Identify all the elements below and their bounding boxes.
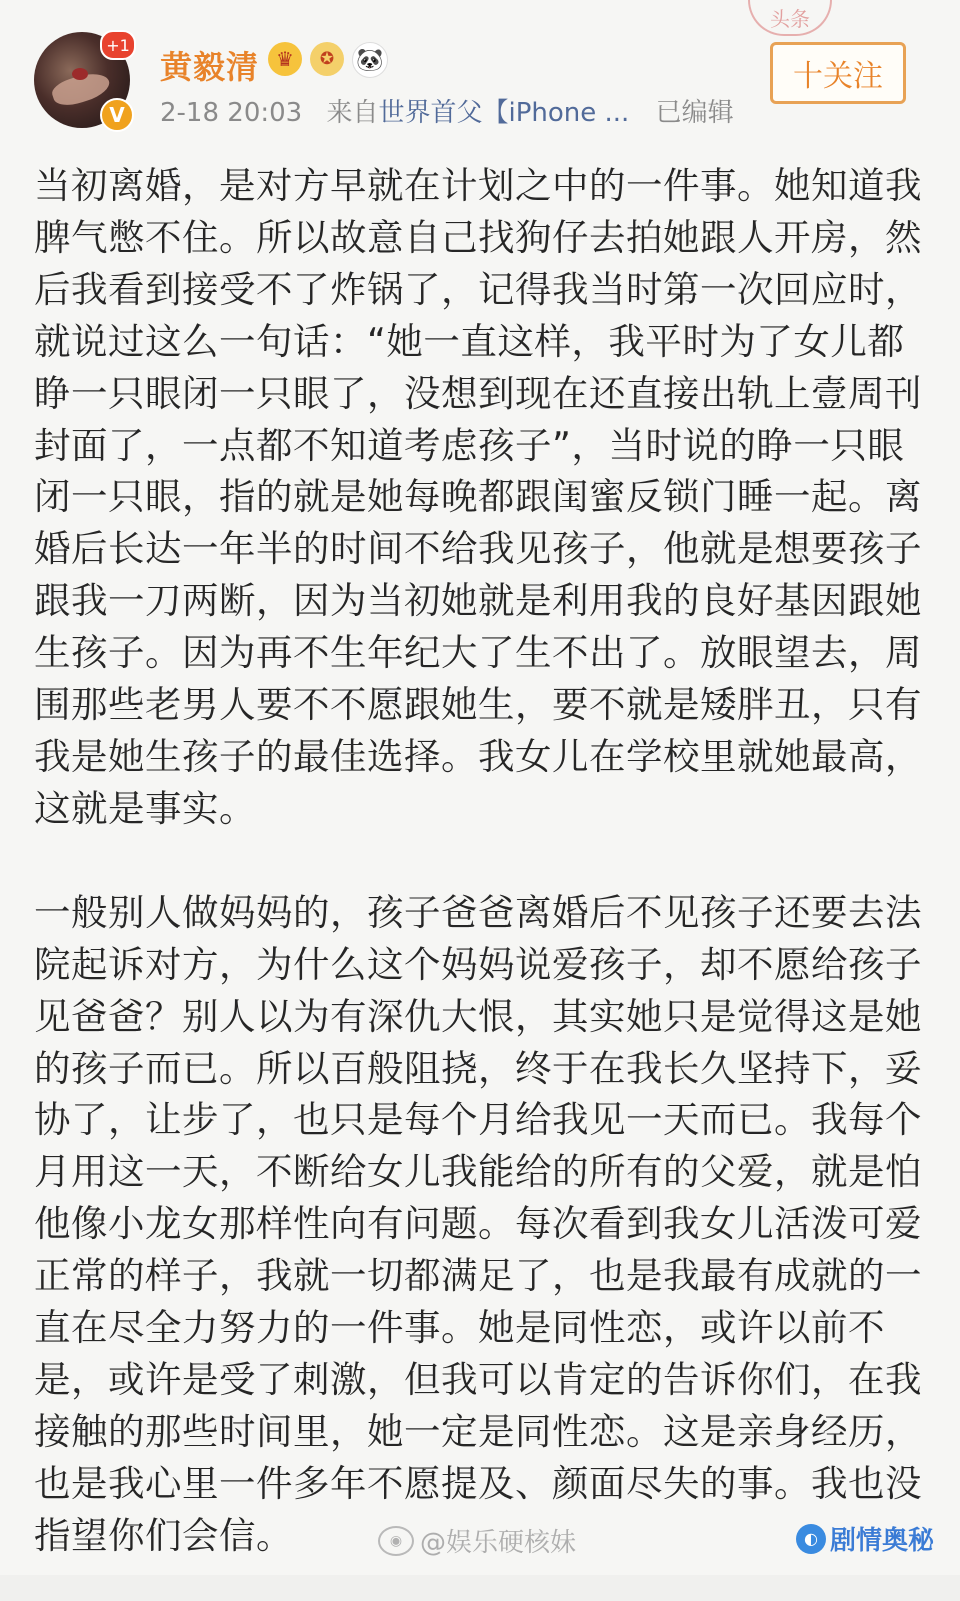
post-meta [160, 92, 734, 129]
watermark-left-text: @娱乐硬核妹 [420, 1528, 577, 1558]
user-badges [268, 42, 388, 78]
watermark-right-text: 剧情奥秘 [830, 1526, 935, 1556]
post-paragraph-2 [34, 887, 922, 1562]
text-line: 封面了，一点都不知道考虑孩子”，当时说的睁一只眼 [34, 423, 905, 467]
footer-strip [0, 1575, 960, 1601]
edited-label: 已编辑 [655, 98, 734, 128]
post-header [0, 0, 960, 150]
text-line: 一般别人做妈妈的，孩子爸爸离婚后不见孩子还要去法 [34, 890, 922, 934]
medal-icon[interactable]: ✪ [310, 42, 344, 76]
post-body [34, 160, 922, 1562]
post-time: 2-18 20:03 [160, 98, 303, 128]
text-line: 正常的样子，我就一切都满足了，也是我最有成就的一 [34, 1254, 922, 1298]
avatar-photo-ring [72, 68, 88, 80]
text-line: 当初离婚，是对方早就在计划之中的一件事。她知道我 [34, 164, 922, 207]
text-line: 月用这一天，不断给女儿我能给的所有的父爱，就是怕 [34, 1150, 922, 1194]
text-line: 后我看到接受不了炸锅了，记得我当时第一次回应时， [34, 267, 922, 311]
text-line: 院起诉对方，为什么这个妈妈说爱孩子，却不愿给孩子 [34, 942, 922, 986]
text-line: 睁一只眼闭一只眼了，没想到现在还直接出轨上壹周刊 [34, 371, 922, 415]
follow-button[interactable]: 十关注 [770, 42, 906, 104]
text-line: 我是她生孩子的最佳选择。我女儿在学校里就她最高， [34, 734, 922, 778]
weibo-watermark [378, 1522, 576, 1559]
panda-icon[interactable]: 🐼 [352, 42, 388, 78]
weibo-icon: ◉ [378, 1526, 414, 1556]
crown-icon[interactable]: ♛ [268, 42, 302, 76]
text-line: 围那些老男人要不不愿跟她生，要不就是矮胖丑，只有 [34, 683, 922, 727]
text-line: 协了，让步了，也只是每个月给我见一天而已。我每个 [34, 1098, 922, 1142]
post-paragraph-1 [34, 160, 922, 835]
text-line: 婚后长达一年半的时间不给我见孩子，他就是想要孩子 [34, 527, 922, 571]
text-line: 是，或许是受了刺激，但我可以肯定的告诉你们，在我 [34, 1357, 922, 1401]
drama-logo-icon: ◐ [796, 1524, 826, 1554]
text-line: 生孩子。因为再不生年纪大了生不出了。放眼望去，周 [34, 631, 922, 675]
text-line: 也是我心里一件多年不愿提及、颜面尽失的事。我也没 [34, 1461, 922, 1505]
text-line: 指望你们会信。 [34, 1513, 293, 1557]
verified-v-icon: V [100, 98, 134, 132]
text-line: 的孩子而已。所以百般阻挠，终于在我长久坚持下，妥 [34, 1046, 922, 1090]
post-source[interactable]: 世界首父【iPhone ... [378, 98, 630, 128]
text-line: 闭一只眼，指的就是她每晚都跟闺蜜反锁门睡一起。离 [34, 475, 922, 519]
text-line: 跟我一刀两断，因为当初她就是利用我的良好基因跟她 [34, 579, 922, 623]
text-line: 接触的那些时间里，她一定是同性恋。这是亲身经历， [34, 1409, 922, 1453]
text-line: 就说过这么一句话：“她一直这样，我平时为了女儿都 [34, 319, 905, 363]
notification-badge: +1 [100, 30, 136, 60]
text-line: 这就是事实。 [34, 786, 256, 830]
brand-watermark [796, 1520, 934, 1557]
source-prefix: 来自 [326, 98, 379, 128]
username[interactable]: 黄毅清 [160, 48, 260, 86]
text-line: 见爸爸？别人以为有深仇大恨，其实她只是觉得这是她 [34, 994, 922, 1038]
text-line: 他像小龙女那样性向有问题。每次看到我女儿活泼可爱 [34, 1202, 922, 1246]
text-line: 脾气憋不住。所以故意自己找狗仔去拍她跟人开房，然 [34, 215, 922, 259]
text-line: 直在尽全力努力的一件事。她是同性恋，或许以前不 [34, 1306, 885, 1350]
stamp-watermark: 头条 [748, 0, 832, 36]
